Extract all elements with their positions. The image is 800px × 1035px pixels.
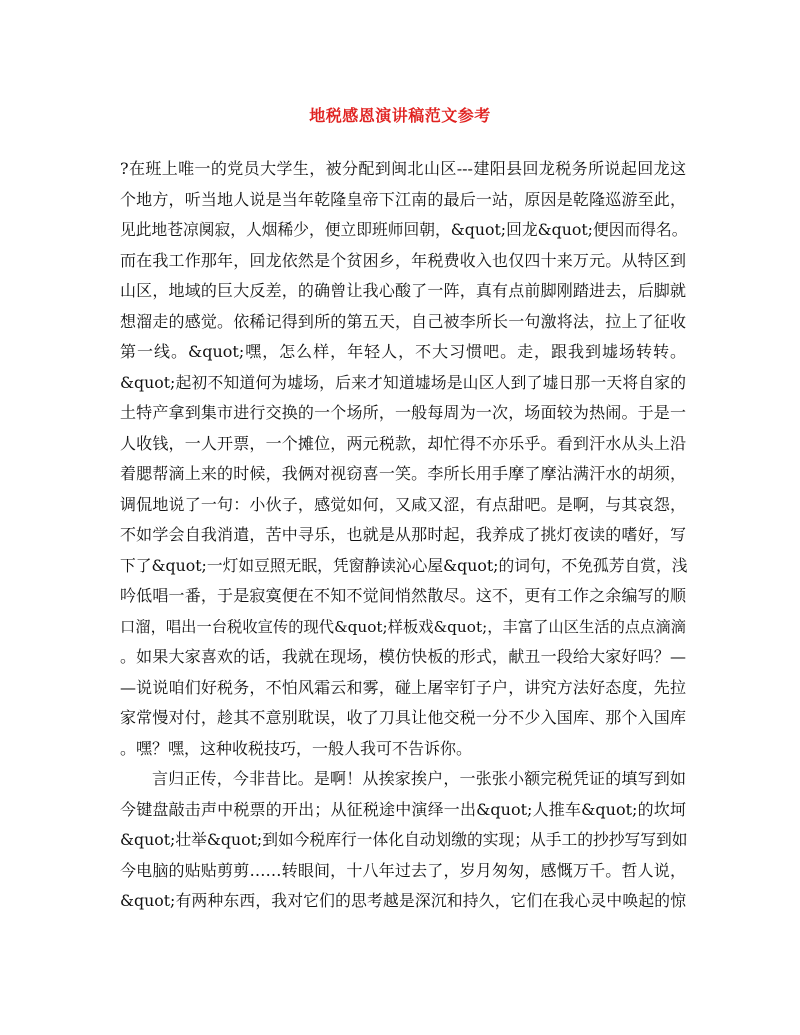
paragraph-1 — [120, 154, 686, 764]
text-line: 而在我工作那年，回龙依然是个贫困乡，年税费收入也仅四十来万元。从特区到 — [120, 250, 686, 270]
text-line: &quot;壮举&quot;到如今税库行一体化自动划缴的实现；从手工的抄抄写写到如 — [120, 830, 688, 849]
text-line: 见此地苍凉阒寂，人烟稀少，便立即班师回朝，&quot;回龙&quot;便因而得名。 — [120, 220, 688, 239]
text-line: 下了&quot;一灯如豆照无眠，凭窗静读沁心屋&quot;的词句，不免孤芳自赏，浅 — [120, 555, 688, 575]
text-line: 想溜走的感觉。依稀记得到所的第五天，自己被李所长一句激将法，拉上了征收 — [120, 311, 686, 331]
text-line: ?在班上唯一的党员大学生，被分配到闽北山区---建阳县回龙税务所说起回龙这 — [120, 159, 686, 178]
document-title: 地税感恩演讲稿范文参考 — [309, 106, 491, 125]
text-line: 着腮帮滴上来的时候，我俩对视窃喜一笑。李所长用手摩了摩沾满汗水的胡须， — [120, 464, 686, 483]
text-line: 山区，地域的巨大反差，的确曾让我心酸了一阵，真有点前脚刚踏进去，后脚就 — [120, 281, 686, 300]
text-line: 今电脑的贴贴剪剪……转眼间，十八年过去了，岁月匆匆，感慨万千。哲人说， — [120, 860, 686, 880]
text-line: 调侃地说了一句：小伙子，感觉如何，又咸又涩，有点甜吧。是啊，与其哀怨， — [120, 494, 686, 514]
paragraph-2 — [120, 764, 686, 917]
text-line: 口溜，唱出一台税收宣传的现代&quot;样板戏&quot;，丰富了山区生活的点点滴滴 — [120, 617, 686, 636]
text-line: 土特产拿到集市进行交换的一个场所，一般每周为一次，场面较为热闹。于是一 — [120, 403, 686, 422]
text-line: 第一线。&quot;嘿，怎么样，年轻人，不大习惯吧。走，跟我到墟场转转。 — [120, 342, 686, 361]
text-line: 言归正传，今非昔比。是啊！从挨家挨户，一张张小额完税凭证的填写到如 — [152, 769, 686, 788]
text-line: &quot;有两种东西，我对它们的思考越是深沉和持久，它们在我心灵中唤起的惊 — [120, 891, 686, 910]
text-line: 吟低唱一番，于是寂寞便在不知不觉间悄然散尽。这不，更有工作之余编写的顺 — [120, 586, 686, 605]
text-line: —说说咱们好税务，不怕风霜云和雾，碰上屠宰钉子户，讲究方法好态度，先拉 — [120, 677, 686, 697]
text-line: 人收钱，一人开票，一个摊位，两元税款，却忙得不亦乐乎。看到汗水从头上沿 — [120, 433, 686, 453]
text-line: 不如学会自我消遣，苦中寻乐，也就是从那时起，我养成了挑灯夜读的嗜好，写 — [120, 525, 686, 544]
document-body — [120, 154, 686, 917]
text-line: 家常慢对付，趁其不意别耽误，收了刀具让他交税一分不少入国库、那个入国库 — [120, 708, 686, 727]
text-line: 今键盘敲击声中税票的开出；从征税途中演绎一出&quot;人推车&quot;的坎坷 — [120, 799, 686, 819]
text-line: 个地方，听当地人说是当年乾隆皇帝下江南的最后一站，原因是乾隆巡游至此， — [120, 189, 686, 209]
text-line: 。嘿？嘿，这种收税技巧，一般人我可不告诉你。 — [120, 738, 473, 758]
text-line: &quot;起初不知道何为墟场，后来才知道墟场是山区人到了墟日那一天将自家的 — [120, 372, 686, 392]
text-line: 。如果大家喜欢的话，我就在现场，模仿快板的形式，献丑一段给大家好吗？— — [120, 647, 686, 666]
